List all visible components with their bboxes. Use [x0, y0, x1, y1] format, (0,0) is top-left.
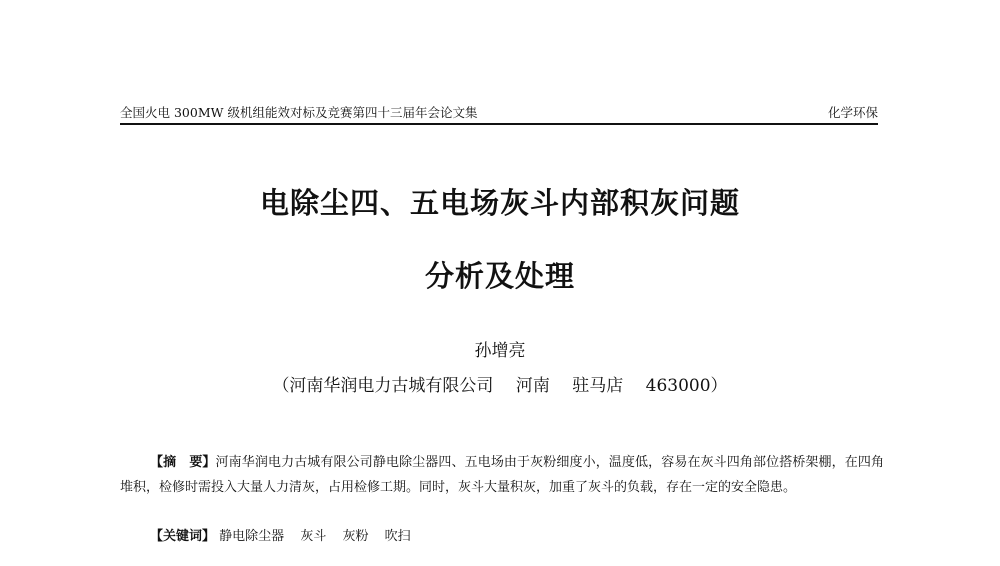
abstract-label: 【摘 要】: [150, 455, 216, 470]
paper-title-line-2: 分析及处理: [424, 259, 575, 293]
keywords-label: 【关键词】: [150, 529, 216, 544]
keyword: 灰斗: [300, 529, 327, 544]
abstract-text: 河南华润电力古城有限公司静电除尘器四、五电场由于灰粉细度小，温度低，容易在灰斗四角部位搭桥架棚，在四角堆积，检修时需投入大量人力清灰，占用检修工期。同时，灰斗大量积灰，加重了灰斗的负载，存在一定的安全隐患。: [120, 455, 884, 495]
section-name: 化学环保: [827, 105, 878, 120]
paper-title-line-1: 电除尘四、五电场灰斗内部积灰问题: [259, 186, 740, 220]
author-name: 孙增亮: [474, 341, 526, 361]
abstract: [120, 450, 884, 500]
keyword: 灰粉: [342, 529, 369, 544]
keyword: 吹扫: [384, 529, 411, 544]
author-affiliation: （河南华润电力古城有限公司 河南 驻马店 463000）: [272, 376, 728, 396]
keyword: 静电除尘器: [219, 529, 285, 544]
keywords: [150, 526, 411, 548]
proceedings-title: 全国火电 300MW 级机组能效对标及竞赛第四十三届年会论文集: [120, 105, 478, 120]
running-header: [120, 103, 878, 125]
